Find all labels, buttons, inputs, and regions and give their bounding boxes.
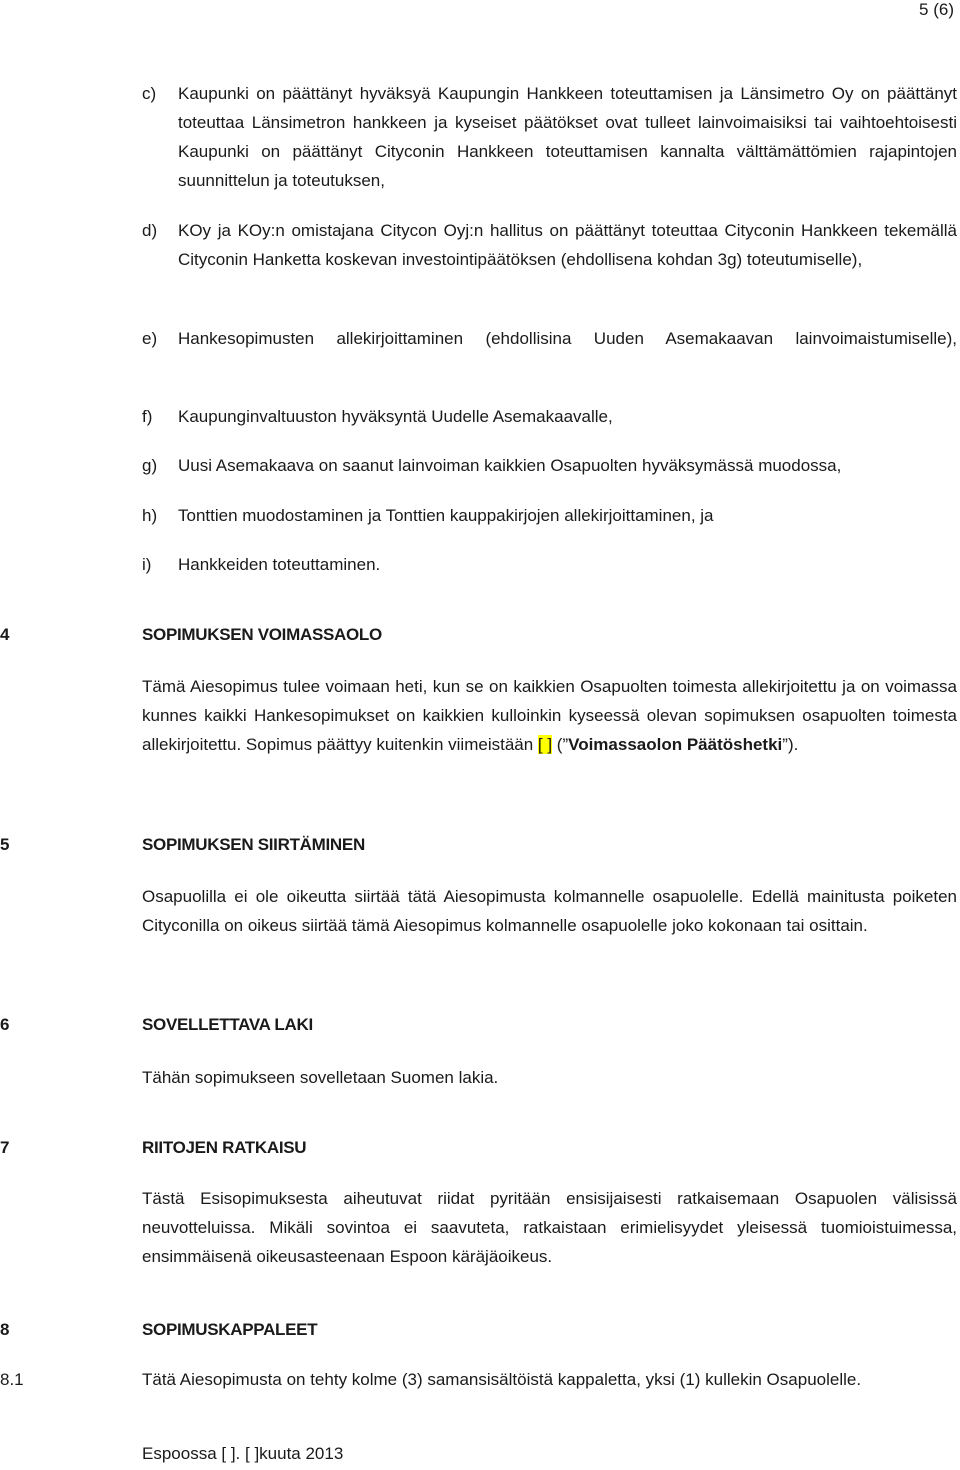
section-4-paragraph bbox=[142, 672, 957, 759]
page-number: 5 (6) bbox=[919, 0, 954, 19]
section-5-paragraph: Osapuolilla ei ole oikeutta siirtää tätä Aiesopimusta kolmannelle osapuolelle. Edellä mainitusta poiketen Cityconilla on oikeus siirtää tämä Aiesopimus kolmannelle osapuolelle joko kokonaan tai osittain. bbox=[142, 887, 957, 935]
paragraph-text: Tämä Aiesopimus tulee voimaan heti, kun se on kaikkien Osapuolten toimesta allekirjoitettu ja on voimassa kunnes kaikki Hankesopimukset on kaikkien kulloinkin kyseessä olevan sopimuksen osapuolten toimesta allekirjoitettu. Sopimus päättyy kuitenkin viimeistään bbox=[142, 677, 957, 754]
section-title: SOVELLETTAVA LAKI bbox=[142, 1015, 313, 1034]
list-item-h bbox=[142, 501, 957, 530]
section-6-paragraph: Tähän sopimukseen sovelletaan Suomen lakia. bbox=[142, 1068, 499, 1087]
section-title: RIITOJEN RATKAISU bbox=[142, 1138, 307, 1157]
signing-place-date: Espoossa [ ]. [ ]kuuta 2013 bbox=[142, 1444, 344, 1463]
highlighted-placeholder: [ ] bbox=[537, 735, 553, 754]
section-title: SOPIMUKSEN VOIMASSAOLO bbox=[142, 625, 382, 644]
list-marker: e) bbox=[142, 329, 158, 348]
list-item-c bbox=[142, 79, 957, 195]
section-number: 4 bbox=[0, 625, 10, 644]
section-heading-5 bbox=[0, 835, 960, 859]
list-item-text: Tonttien muodostaminen ja Tonttien kauppakirjojen allekirjoittaminen, ja bbox=[178, 506, 714, 525]
list-marker: d) bbox=[142, 221, 158, 240]
list-item-g bbox=[142, 451, 957, 480]
list-item-text: Kaupunki on päättänyt hyväksyä Kaupungin Hankkeen toteuttamisen ja Länsimetro Oy on päättänyt toteuttaa Länsimetron hankkeen ja kyseiset päätökset ovat tulleet lainvoimaisiksi tai vaihtoehtoisesti Kaupunki on päättänyt Cityconin Hankkeen toteuttamisen kannalta välttämättömien rajapintojen suunnittelun ja toteutuksen, bbox=[178, 84, 957, 190]
paragraph-text: (” bbox=[552, 735, 569, 754]
list-item-text: Uusi Asemakaava on saanut lainvoiman kaikkien Osapuolten hyväksymässä muodossa, bbox=[178, 456, 842, 475]
section-title: SOPIMUSKAPPALEET bbox=[142, 1320, 318, 1339]
list-item-text: KOy ja KOy:n omistajana Citycon Oyj:n hallitus on päättänyt toteuttaa Cityconin Hankkeen tekemällä Cityconin Hanketta koskevan investointipäätöksen (ehdollisena kohdan 3g) toteutumiselle), bbox=[178, 221, 957, 269]
section-number: 7 bbox=[0, 1138, 10, 1157]
section-heading-8 bbox=[0, 1320, 960, 1344]
list-marker: c) bbox=[142, 84, 157, 103]
list-marker: g) bbox=[142, 456, 158, 475]
list-item-e bbox=[142, 324, 957, 353]
section-title: SOPIMUKSEN SIIRTÄMINEN bbox=[142, 835, 365, 854]
list-item-f bbox=[142, 402, 957, 431]
list-marker: f) bbox=[142, 407, 153, 426]
defined-term: Voimassaolon Päätöshetki bbox=[568, 735, 783, 754]
section-heading-4 bbox=[0, 625, 960, 649]
section-number: 6 bbox=[0, 1015, 10, 1034]
list-marker: i) bbox=[142, 555, 152, 574]
list-item-text: Hankesopimusten allekirjoittaminen (ehdollisina Uuden Asemakaavan lainvoimaistumiselle), bbox=[178, 329, 957, 348]
section-7-paragraph: Tästä Esisopimuksesta aiheutuvat riidat pyritään ensisijaisesti ratkaisemaan Osapuolen välisissä neuvotteluissa. Mikäli sovintoa ei saavuteta, ratkaistaan erimielisyydet yleisessä tuomioistuimessa, ensimmäisenä oikeusasteenaan Espoon käräjäoikeus. bbox=[142, 1189, 957, 1266]
section-number: 8 bbox=[0, 1320, 10, 1339]
section-number: 5 bbox=[0, 835, 10, 854]
subsection-number: 8.1 bbox=[0, 1370, 24, 1389]
section-heading-6 bbox=[0, 1015, 960, 1039]
section-heading-7 bbox=[0, 1138, 960, 1162]
list-item-d bbox=[142, 216, 957, 274]
list-item-i bbox=[142, 550, 957, 579]
list-item-text: Hankkeiden toteuttaminen. bbox=[178, 555, 381, 574]
list-marker: h) bbox=[142, 506, 158, 525]
list-item-text: Kaupunginvaltuuston hyväksyntä Uudelle Asemakaavalle, bbox=[178, 407, 613, 426]
paragraph-text: ”). bbox=[782, 735, 799, 754]
section-8-1-paragraph: Tätä Aiesopimusta on tehty kolme (3) samansisältöistä kappaletta, yksi (1) kullekin Osapuolelle. bbox=[142, 1370, 862, 1389]
